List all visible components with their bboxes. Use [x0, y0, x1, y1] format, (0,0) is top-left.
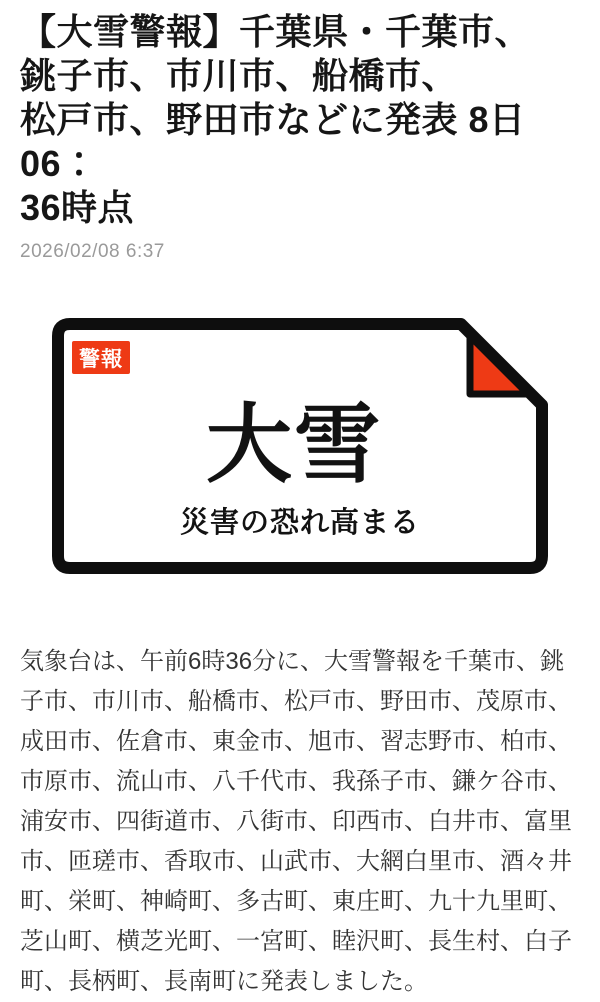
warning-card-image[interactable] [52, 318, 548, 574]
headline-line-3: 松戸市、野田市などに発表 8日06： [20, 99, 526, 184]
article-body: 気象台は、午前6時36分に、大雪警報を千葉市、銚子市、市川市、船橋市、松戸市、野田市、茂原市、成田市、佐倉市、東金市、旭市、習志野市、柏市、市原市、流山市、八千代市、我孫子市、鎌ケ谷市、浦安市、四街道市、八街市、印西市、白井市、富里市、匝瑳市、香取市、山武市、大網白里市、酒々井町、栄町、神崎町、多古町、東庄町、九十九里町、芝山町、横芝光町、一宮町、睦沢町、長生村、白子町、長柄町、長南町に発表しました。 [20, 648, 572, 995]
warning-type-title: 大雪 [206, 397, 382, 493]
headline-line-2: 銚子市、市川市、船橋市、 [20, 55, 459, 96]
article-headline [20, 10, 580, 230]
headline-line-1: 【大雪警報】千葉県・千葉市、 [20, 11, 532, 52]
warning-caption: 災害の恐れ高まる [179, 507, 420, 539]
folded-corner-icon [470, 336, 528, 394]
headline-line-4: 36時点 [20, 187, 135, 228]
warning-level-badge: 警報 [72, 341, 130, 374]
article-timestamp: 2026/02/08 6:37 [20, 241, 165, 262]
